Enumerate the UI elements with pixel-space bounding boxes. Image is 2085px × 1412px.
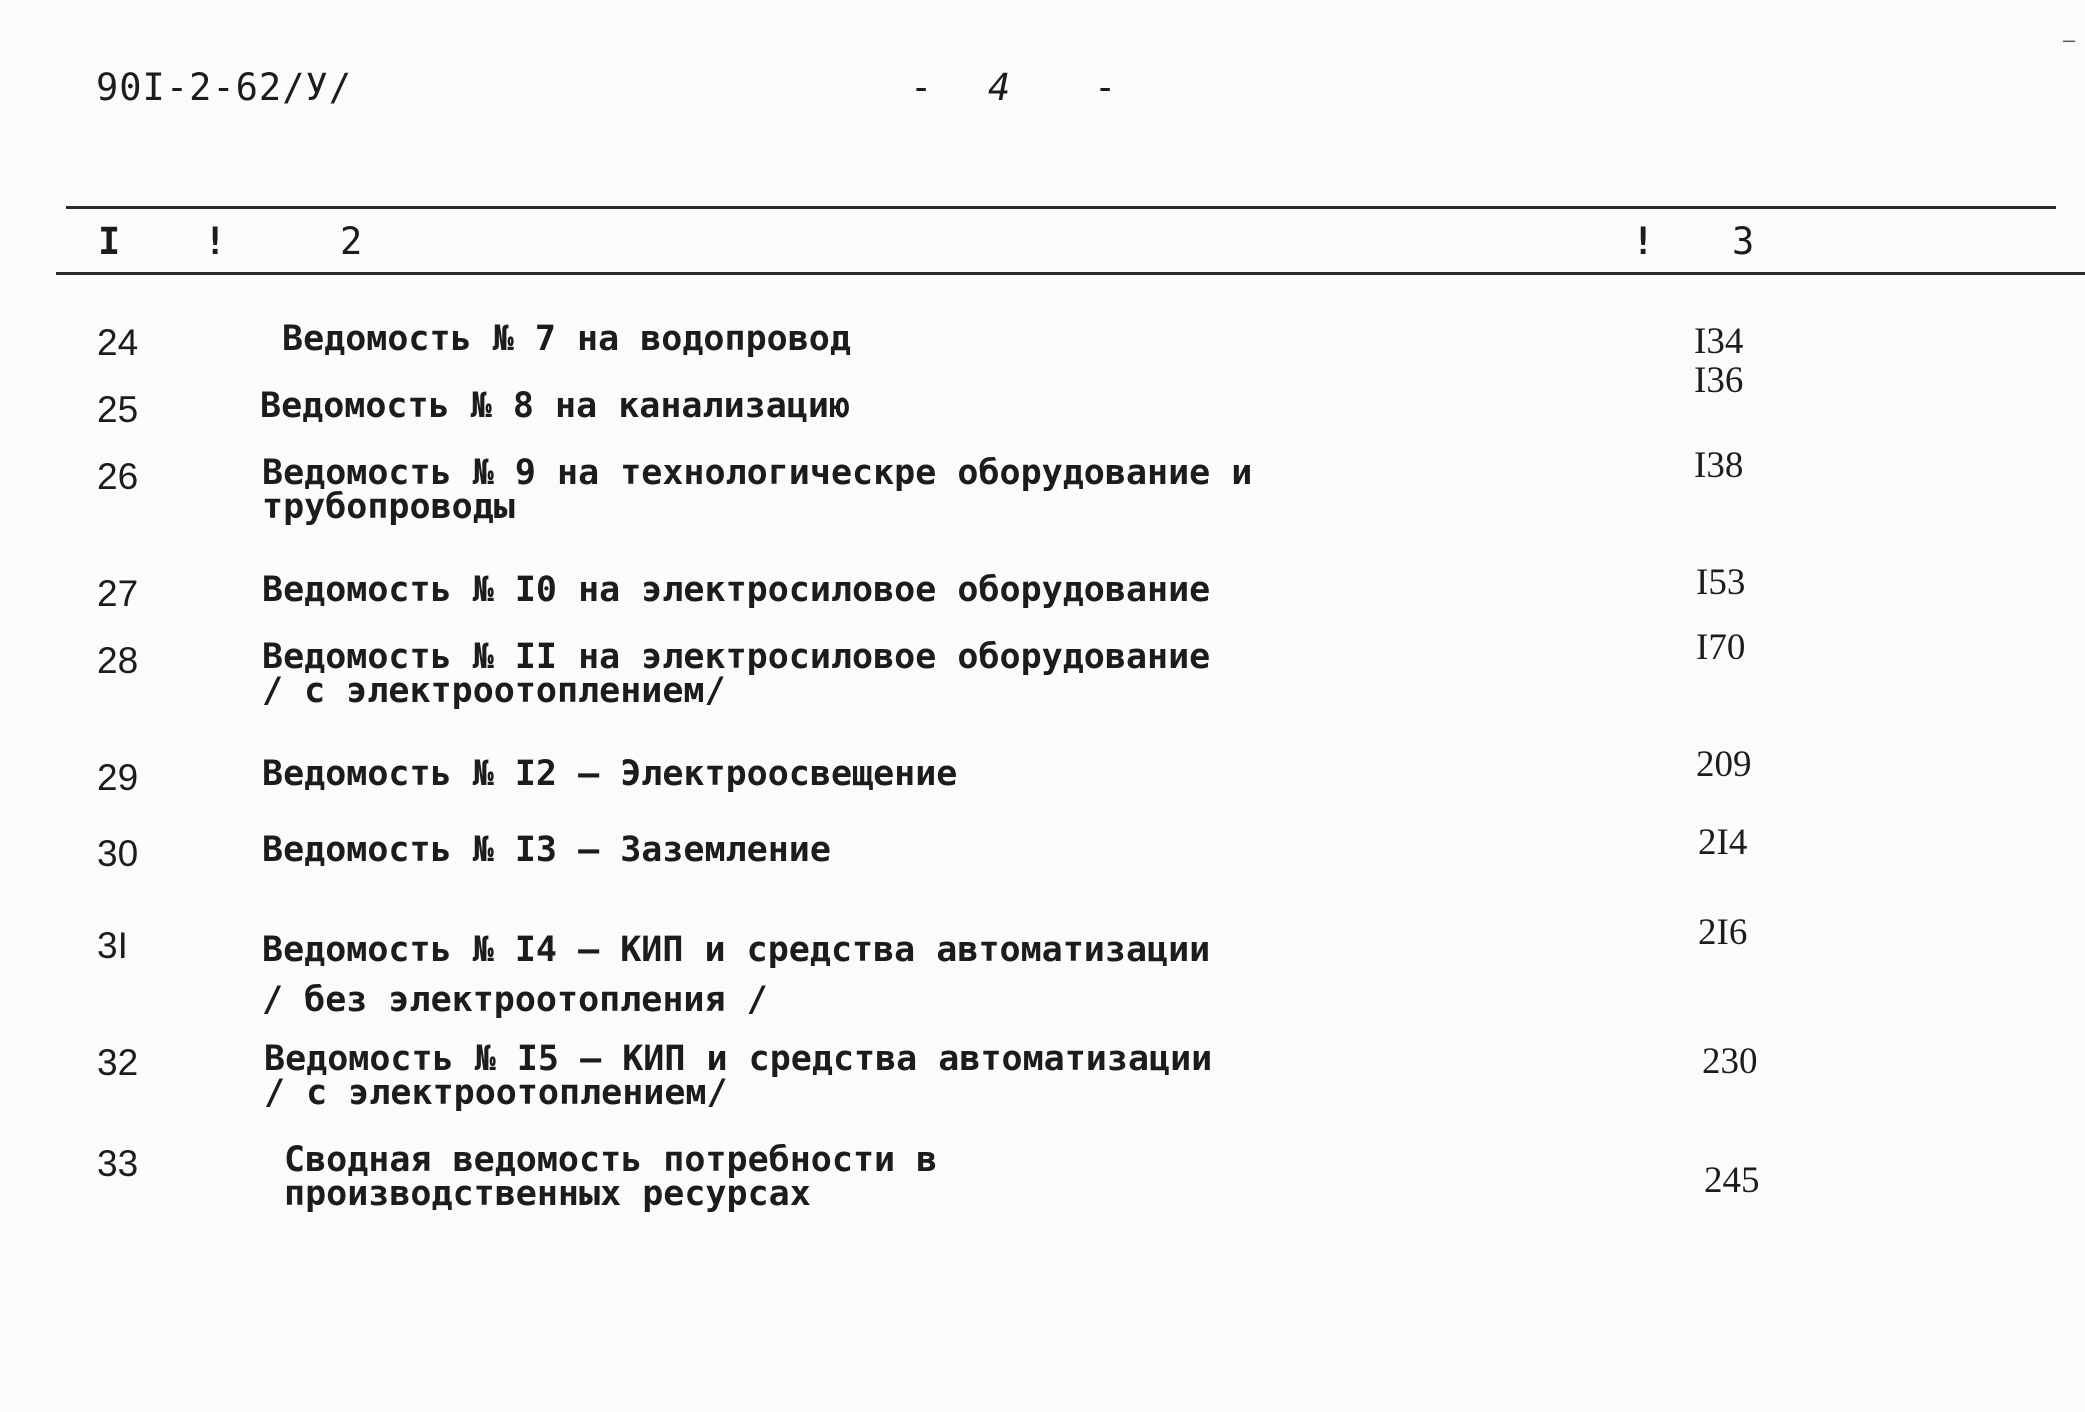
row-description: Ведомость № I4 – КИП и средства автоматизации / без электроотопления / [262,930,1211,1020]
column-separator-2: ! [1632,220,1655,263]
page-dash-left: - [910,66,933,109]
row-description: Ведомость № 9 на технологическре оборудование и трубопроводы [262,453,1253,527]
row-description: Ведомость № I2 – Электроосвещение [262,754,958,794]
row-page: 245 [1704,1160,1760,1201]
row-number: 24 [97,322,139,363]
row-page: I38 [1694,445,1744,486]
row-page: 230 [1702,1041,1758,1082]
table-header-rule [56,272,2085,275]
column-header-number: I [98,220,121,263]
row-page: I34 [1694,321,1744,362]
row-description: Сводная ведомость потребности в производственных ресурсах [284,1140,938,1214]
row-number: 25 [97,389,139,430]
row-description: Ведомость № I5 – КИП и средства автоматизации / с электроотоплением/ [264,1039,1213,1113]
row-number: 33 [97,1143,139,1184]
row-description: Ведомость № I3 – Заземление [262,830,831,870]
row-number: 29 [97,757,139,798]
row-page: I53 [1696,562,1746,603]
row-description: Ведомость № 8 на канализацию [260,386,851,426]
column-header-description: 2 [340,220,363,263]
page-dash-right: - [1094,66,1117,109]
row-description: Ведомость № I0 на электросиловое оборудование [262,570,1211,610]
row-number: 32 [97,1042,139,1083]
row-number: 3I [97,925,128,966]
row-description: Ведомость № II на электросиловое оборудование / с электроотоплением/ [262,637,1211,711]
column-separator-1: ! [204,220,227,263]
row-page: I70 [1696,627,1746,668]
page-number: 4 [988,66,1011,109]
row-page: 209 [1696,744,1752,785]
row-number: 30 [97,833,139,874]
row-page: 2I6 [1698,912,1748,953]
column-header-page: 3 [1732,220,1755,263]
row-description: Ведомость № 7 на водопровод [282,319,851,359]
row-page: 2I4 [1698,822,1748,863]
table-top-rule [66,206,2056,209]
row-number: 28 [97,640,139,681]
corner-mark: — [2062,28,2075,52]
row-number: 26 [97,456,139,497]
row-page: I36 [1694,360,1744,401]
row-number: 27 [97,573,139,614]
document-code: 90I-2-62/У/ [96,66,353,109]
